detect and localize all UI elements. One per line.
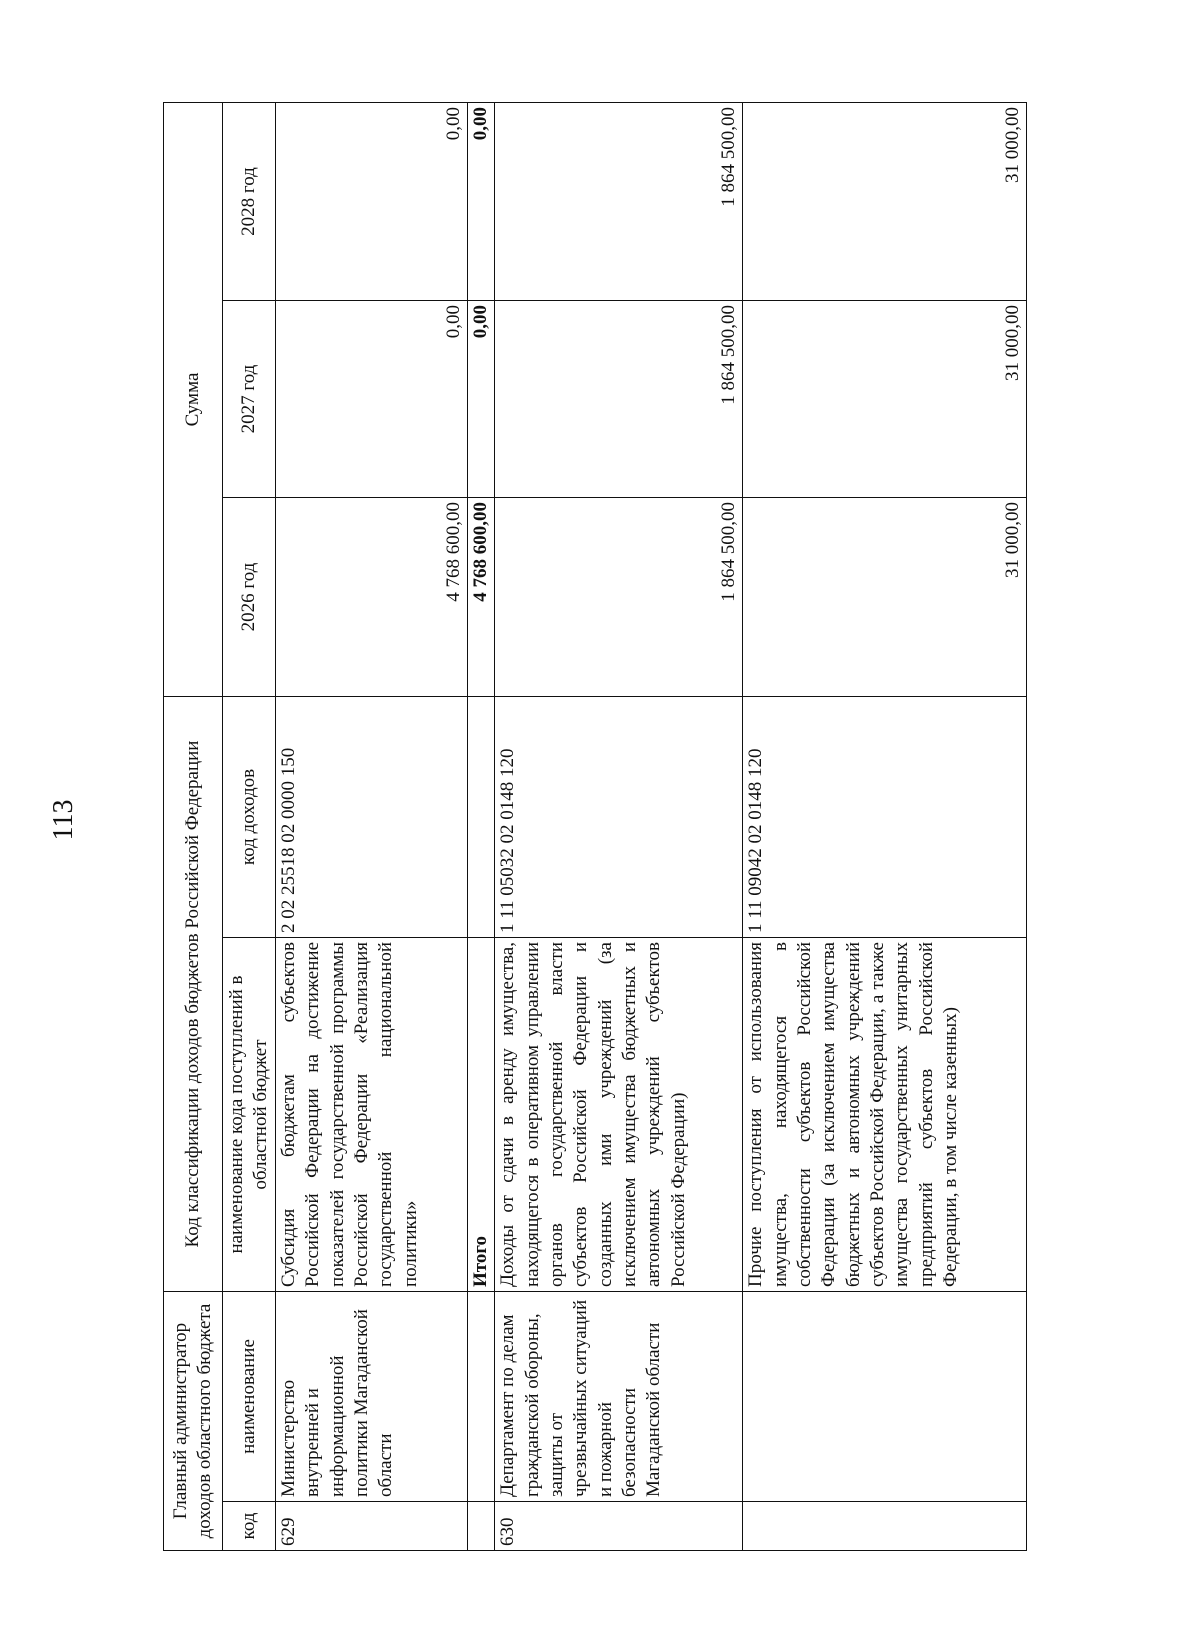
income-code-cell: 2 02 25518 02 0000 150 [276,697,468,938]
admin-code-cell: 630 [495,1502,743,1551]
admin-name-cell: Департамент по делам гражданской обороны, защиты от чрезвычайных ситуаций и пожарной безопасности Магаданской области [495,1292,743,1502]
total-2027-cell: 0,00 [468,301,495,498]
total-label: Итого [468,938,495,1292]
header-row-columns [223,103,276,1551]
header-admin-code: код [223,1502,276,1551]
sum-2026-cell: 4 768 600,00 [276,498,468,697]
sum-2027-cell: 31 000,00 [743,301,1027,498]
header-row-groups [164,103,223,1551]
page-number: 113 [48,799,79,841]
admin-name-cell-empty [743,1292,1027,1502]
rotated-table-container [163,103,1023,1551]
admin-code-cell-empty [743,1502,1027,1551]
total-row [468,103,495,1551]
total-empty-kod [468,697,495,938]
header-admin-group: Главный администратор доходов областного бюджета [164,1292,223,1551]
sum-2026-cell: 1 864 500,00 [495,498,743,697]
admin-name-cell: Министерство внутренней и информационной политики Магаданской области [276,1292,468,1502]
header-admin-name: наименование [223,1292,276,1502]
header-year-2028: 2028 год [223,103,276,301]
table-row [743,103,1027,1551]
sum-2028-cell: 31 000,00 [743,103,1027,301]
sum-2028-cell: 0,00 [276,103,468,301]
total-2026-cell: 4 768 600,00 [468,498,495,697]
income-code-cell: 1 11 05032 02 0148 120 [495,697,743,938]
income-name-cell: Прочие поступления от использования имущества, находящегося в собственности субъектов Российской Федерации (за исключением имущества бюджетных и автономных учреждений субъектов Российской Федерации, а также имущества государственных унитарных предприятий субъектов Российской Федерации, в том числе казенных) [743,938,1027,1292]
total-2028-cell: 0,00 [468,103,495,301]
header-year-2026: 2026 год [223,498,276,697]
table-row [276,103,468,1551]
admin-code-cell: 629 [276,1502,468,1551]
sum-2026-cell: 31 000,00 [743,498,1027,697]
sum-2028-cell: 1 864 500,00 [495,103,743,301]
header-income-name: наименование кода поступлений в областной бюджет [223,938,276,1292]
header-year-2027: 2027 год [223,301,276,498]
header-sum-group: Сумма [164,103,223,697]
total-empty-name [468,1292,495,1502]
income-name-cell: Доходы от сдачи в аренду имущества, находящегося в оперативном управлении органов государственной власти субъектов Российской Федерации и созданных ими учреждений (за исключением имущества бюджетных и автономных учреждений субъектов Российской Федерации) [495,938,743,1292]
sum-2027-cell: 0,00 [276,301,468,498]
table-row [495,103,743,1551]
header-income-code: код доходов [223,697,276,938]
sum-2027-cell: 1 864 500,00 [495,301,743,498]
income-name-cell: Субсидия бюджетам субъектов Российской Федерации на достижение показателей государственной программы Российской Федерации «Реализация государственной национальной политики» [276,938,468,1292]
total-empty-code [468,1502,495,1551]
income-classification-table [163,102,1027,1551]
header-code-group: Код классификации доходов бюджетов Российской Федерации [164,697,223,1292]
income-code-cell: 1 11 09042 02 0148 120 [743,697,1027,938]
